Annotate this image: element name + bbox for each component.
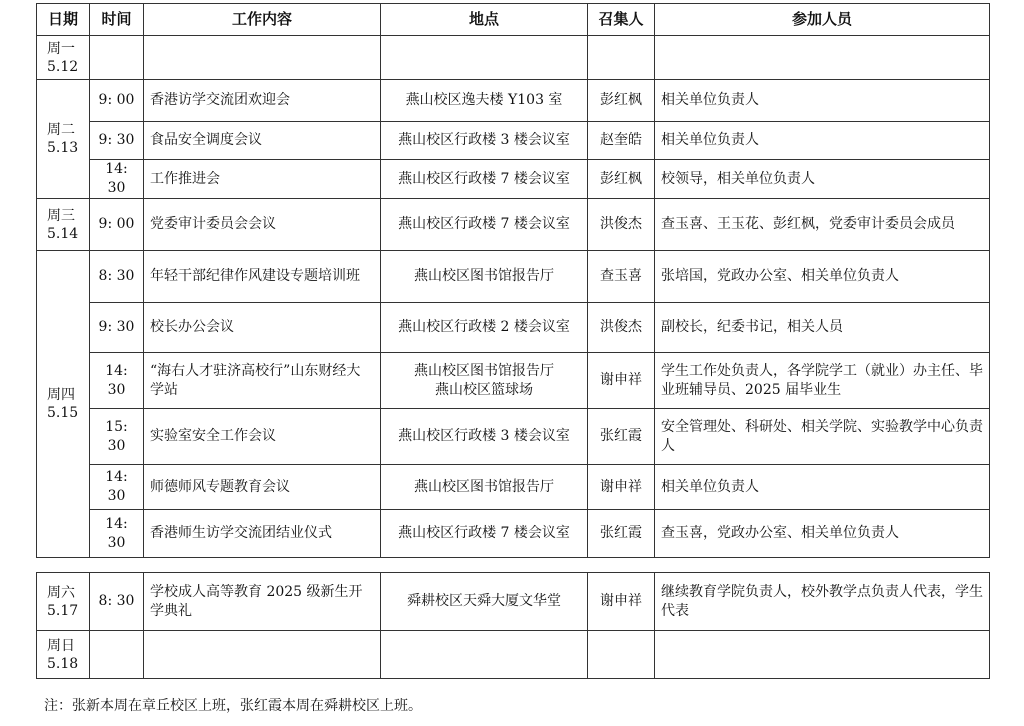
day-cell-wed: 周三 5.14 [37, 199, 90, 251]
time-cell: 14: 30 [90, 465, 144, 510]
time-cell: 15: 30 [90, 409, 144, 465]
convener-cell: 洪俊杰 [588, 303, 655, 353]
schedule-table-weekdays [36, 3, 990, 558]
table-row [37, 573, 990, 631]
place-cell: 燕山校区图书馆报告厅 燕山校区篮球场 [381, 353, 588, 409]
convener-cell: 查玉喜 [588, 251, 655, 303]
time-cell: 8: 30 [90, 573, 144, 631]
time-cell: 14: 30 [90, 510, 144, 558]
table-row [37, 251, 990, 303]
place-cell: 燕山校区行政楼 7 楼会议室 [381, 510, 588, 558]
convener-cell: 彭红枫 [588, 80, 655, 122]
place-cell: 燕山校区逸夫楼 Y103 室 [381, 80, 588, 122]
table-row [37, 160, 990, 199]
place-cell: 舜耕校区天舜大厦文华堂 [381, 573, 588, 631]
convener-cell: 彭红枫 [588, 160, 655, 199]
day-cell-thu: 周四 5.15 [37, 251, 90, 558]
header-content: 工作内容 [144, 4, 381, 36]
time-cell: 9: 30 [90, 303, 144, 353]
participants-cell: 相关单位负责人 [655, 465, 990, 510]
participants-cell: 查玉喜，党政办公室、相关单位负责人 [655, 510, 990, 558]
participants-cell: 张培国，党政办公室、相关单位负责人 [655, 251, 990, 303]
content-cell: 年轻干部纪律作风建设专题培训班 [144, 251, 381, 303]
convener-cell: 谢申祥 [588, 353, 655, 409]
place-cell: 燕山校区行政楼 3 楼会议室 [381, 122, 588, 160]
header-date: 日期 [37, 4, 90, 36]
time-cell: 14: 30 [90, 353, 144, 409]
header-participants: 参加人员 [655, 4, 990, 36]
time-cell: 14: 30 [90, 160, 144, 199]
header-row [37, 4, 990, 36]
convener-cell: 张红霞 [588, 510, 655, 558]
table-row [37, 409, 990, 465]
table-row [37, 510, 990, 558]
table-row [37, 465, 990, 510]
schedule-table-weekend [36, 572, 990, 679]
content-cell: 党委审计委员会会议 [144, 199, 381, 251]
participants-cell: 查玉喜、王玉花、彭红枫，党委审计委员会成员 [655, 199, 990, 251]
table-row [37, 80, 990, 122]
participants-cell: 安全管理处、科研处、相关学院、实验教学中心负责人 [655, 409, 990, 465]
table-row [37, 122, 990, 160]
convener-cell: 张红霞 [588, 409, 655, 465]
convener-cell: 洪俊杰 [588, 199, 655, 251]
content-cell: 实验室安全工作会议 [144, 409, 381, 465]
time-cell: 9: 30 [90, 122, 144, 160]
convener-cell: 谢申祥 [588, 465, 655, 510]
participants-cell: 相关单位负责人 [655, 122, 990, 160]
table-row [37, 303, 990, 353]
participants-cell: 副校长，纪委书记，相关人员 [655, 303, 990, 353]
content-cell: “海右人才驻济高校行”山东财经大学站 [144, 353, 381, 409]
convener-cell: 赵奎皓 [588, 122, 655, 160]
table-row [37, 631, 990, 679]
convener-cell: 谢申祥 [588, 573, 655, 631]
place-cell: 燕山校区行政楼 3 楼会议室 [381, 409, 588, 465]
header-time: 时间 [90, 4, 144, 36]
participants-cell: 学生工作处负责人，各学院学工（就业）办主任、毕业班辅导员、2025 届毕业生 [655, 353, 990, 409]
participants-cell: 校领导，相关单位负责人 [655, 160, 990, 199]
content-cell: 校长办公会议 [144, 303, 381, 353]
day-cell-mon: 周一 5.12 [37, 36, 90, 80]
place-cell: 燕山校区行政楼 2 楼会议室 [381, 303, 588, 353]
header-place: 地点 [381, 4, 588, 36]
time-cell: 9: 00 [90, 80, 144, 122]
place-cell: 燕山校区行政楼 7 楼会议室 [381, 199, 588, 251]
table-row [37, 199, 990, 251]
day-cell-sun: 周日 5.18 [37, 631, 90, 679]
footnote: 注：张新本周在章丘校区上班，张红霞本周在舜耕校区上班。 [44, 698, 422, 714]
header-convener: 召集人 [588, 4, 655, 36]
participants-cell: 继续教育学院负责人，校外教学点负责人代表，学生代表 [655, 573, 990, 631]
time-cell: 8: 30 [90, 251, 144, 303]
table-row [37, 36, 990, 80]
content-cell: 食品安全调度会议 [144, 122, 381, 160]
day-cell-sat: 周六 5.17 [37, 573, 90, 631]
place-cell: 燕山校区行政楼 7 楼会议室 [381, 160, 588, 199]
content-cell: 香港访学交流团欢迎会 [144, 80, 381, 122]
content-cell: 香港师生访学交流团结业仪式 [144, 510, 381, 558]
day-cell-tue: 周二 5.13 [37, 80, 90, 199]
content-cell: 学校成人高等教育 2025 级新生开学典礼 [144, 573, 381, 631]
time-cell: 9: 00 [90, 199, 144, 251]
table-row [37, 353, 990, 409]
content-cell: 工作推进会 [144, 160, 381, 199]
participants-cell: 相关单位负责人 [655, 80, 990, 122]
content-cell: 师德师风专题教育会议 [144, 465, 381, 510]
place-cell: 燕山校区图书馆报告厅 [381, 465, 588, 510]
place-cell: 燕山校区图书馆报告厅 [381, 251, 588, 303]
